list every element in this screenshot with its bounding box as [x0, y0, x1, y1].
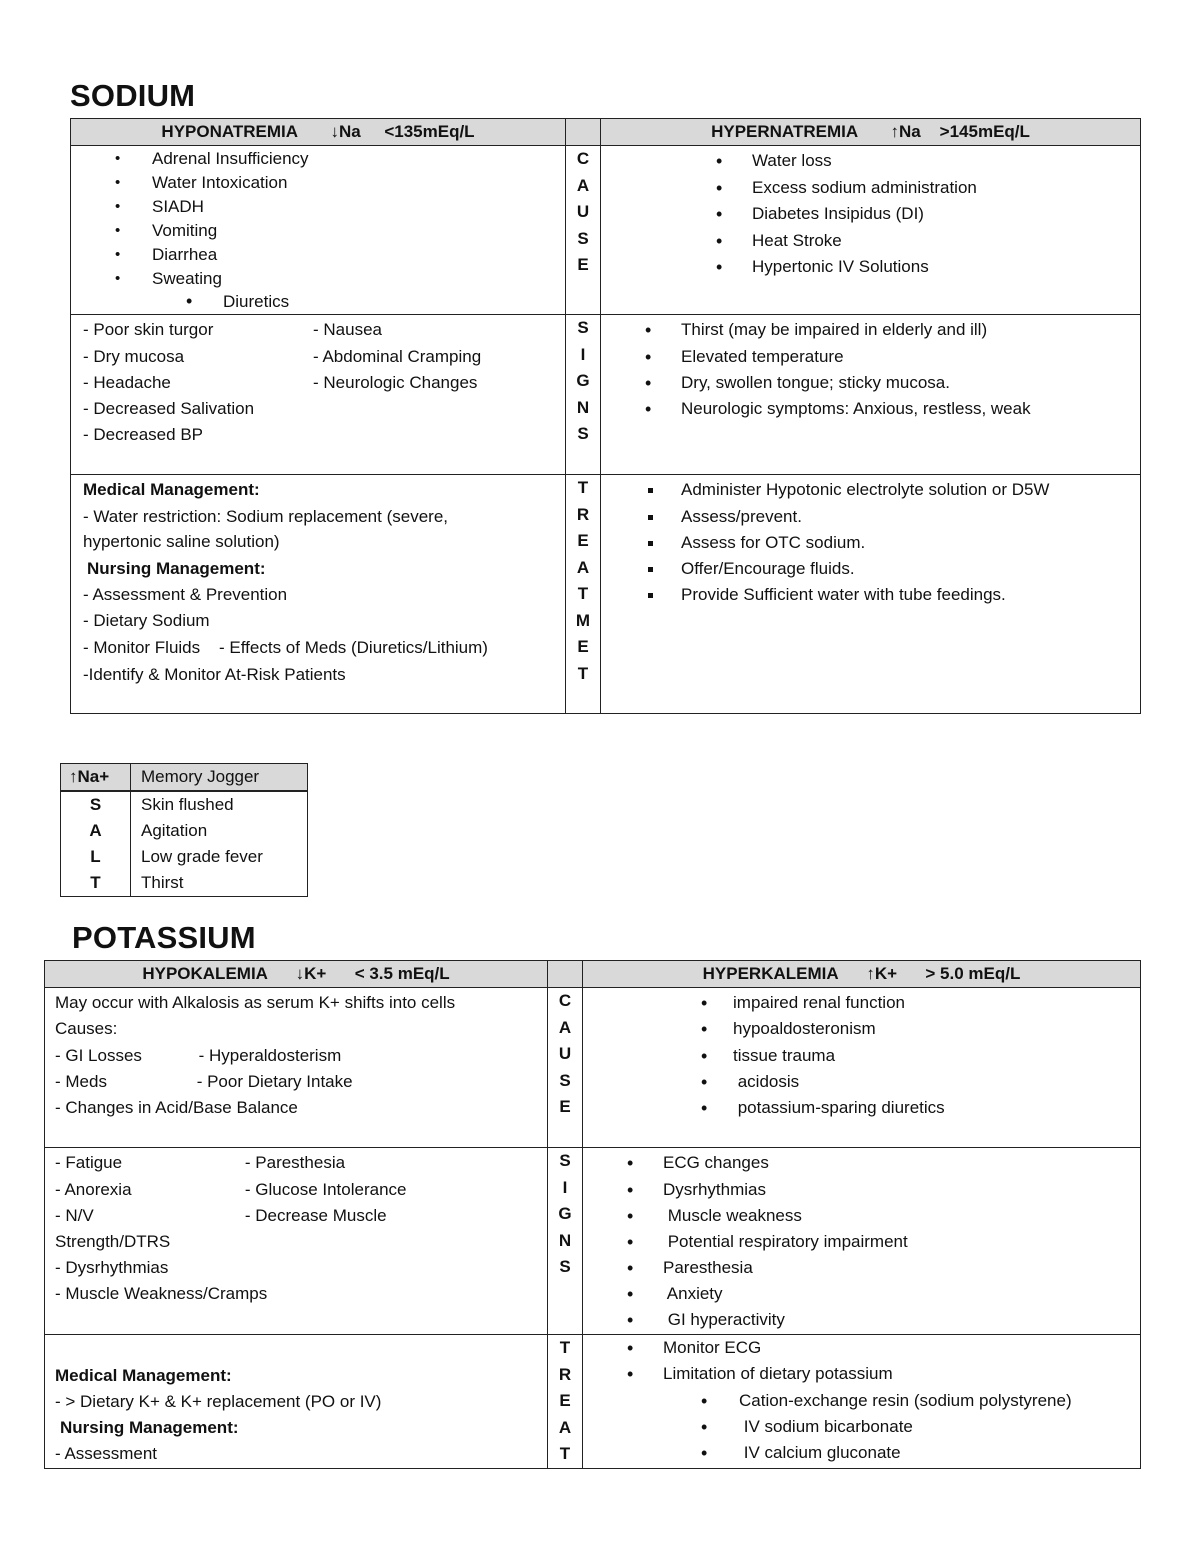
memory-letter: L [61, 844, 131, 870]
potassium-title: POTASSIUM [72, 920, 256, 955]
hypernatremia-signs: • Thirst (may be impaired in elderly and ill) • Elevated temperature • Dry, swollen tongue; sticky mucosa. • Neurologic symptoms: Anxious, restless, weak [601, 315, 1141, 475]
memory-text: Agitation [131, 818, 308, 844]
hyperkalemia-signs: • ECG changes • Dysrhythmias • Muscle weakness • Potential respiratory impairment • Paresthesia • Anxiety • GI hyperactivity [583, 1148, 1141, 1335]
treatment-label: T R E A T [548, 1335, 583, 1469]
signs-label: S I G N S [548, 1148, 583, 1335]
memory-text: Low grade fever [131, 844, 308, 870]
hyperkalemia-causes: • impaired renal function • hypoaldosteronism • tissue trauma • acidosis • potassium-sparing diuretics [583, 988, 1141, 1148]
header-spacer [548, 961, 583, 988]
sodium-title: SODIUM [70, 78, 196, 113]
header-spacer [566, 119, 601, 146]
potassium-table [44, 960, 1141, 1469]
memory-letter: A [61, 818, 131, 844]
hyponatremia-treatment: Medical Management: - Water restriction: Sodium replacement (severe, hypertonic saline solution) Nursing Management: - Assessment & Prevention - Dietary Sodium - Monitor Fluids - Effects of Meds (Diuretics/Lithium) -Identify & Monitor At-Risk Patients [71, 475, 566, 714]
memory-letter: S [61, 791, 131, 818]
memory-letter: T [61, 870, 131, 897]
hypokalemia-header: HYPOKALEMIA ↓K+ < 3.5 mEq/L [45, 961, 548, 988]
hypokalemia-treatment: Medical Management: - > Dietary K+ & K+ replacement (PO or IV) Nursing Management: - Assessment [45, 1335, 548, 1469]
memory-text: Thirst [131, 870, 308, 897]
memory-jogger-header-right: Memory Jogger [131, 764, 308, 792]
hypokalemia-signs: - Fatigue - Paresthesia - Anorexia - Glucose Intolerance - N/V - Decrease Muscle Strength/DTRS - Dysrhythmias - Muscle Weakness/Cramps [45, 1148, 548, 1335]
sodium-table [70, 118, 1141, 714]
hyponatremia-signs: - Poor skin turgor - Dry mucosa - Headache - Decreased Salivation - Decreased BP - Nausea - Abdominal Cramping - Neurologic Changes [71, 315, 566, 475]
hypokalemia-causes: May occur with Alkalosis as serum K+ shifts into cells Causes: - GI Losses - Hyperaldosterism - Meds - Poor Dietary Intake - Changes in Acid/Base Balance [45, 988, 548, 1148]
treatment-label: T R E A T M E T [566, 475, 601, 714]
memory-text: Skin flushed [131, 791, 308, 818]
hyponatremia-causes: • Adrenal Insufficiency • Water Intoxication • SIADH • Vomiting • Diarrhea • Sweating • Diuretics [71, 146, 566, 315]
signs-label: S I G N S [566, 315, 601, 475]
hyperkalemia-header: HYPERKALEMIA ↑K+ > 5.0 mEq/L [583, 961, 1141, 988]
memory-jogger-header-left: ↑Na+ [61, 764, 131, 792]
memory-jogger-table [60, 763, 308, 897]
cause-label: C A U S E [548, 988, 583, 1148]
hyponatremia-header: HYPONATREMIA ↓Na <135mEq/L [71, 119, 566, 146]
hypernatremia-treatment: Administer Hypotonic electrolyte solution or D5W Assess/prevent. Assess for OTC sodium. Offer/Encourage fluids. Provide Sufficient water with tube feedings. [601, 475, 1141, 714]
hypernatremia-causes: • Water loss • Excess sodium administration • Diabetes Insipidus (DI) • Heat Stroke • Hypertonic IV Solutions [601, 146, 1141, 315]
cause-label: C A U S E [566, 146, 601, 315]
hyperkalemia-treatment: • Monitor ECG • Limitation of dietary potassium • Cation-exchange resin (sodium polystyrene) • IV sodium bicarbonate • IV calcium gluconate [583, 1335, 1141, 1469]
hypernatremia-header: HYPERNATREMIA ↑Na >145mEq/L [601, 119, 1141, 146]
